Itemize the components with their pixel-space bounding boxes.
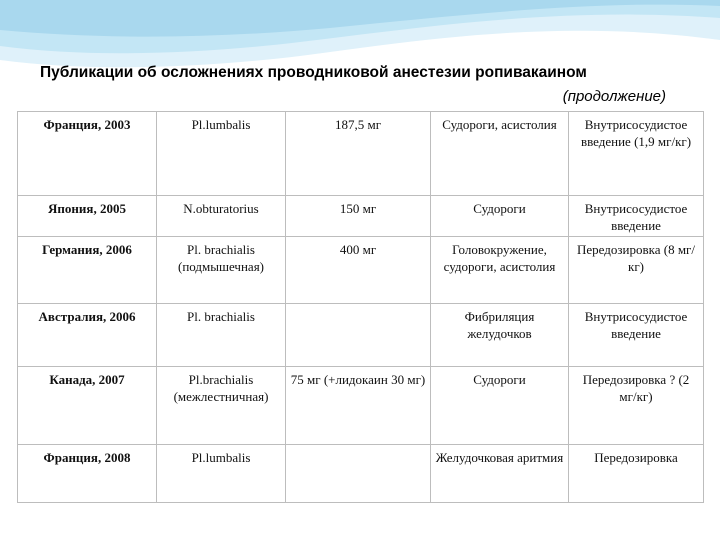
cell-dose: 75 мг (+лидокаин 30 мг) — [286, 367, 431, 445]
cell-symptoms: Судороги, асистолия — [431, 112, 569, 196]
page-title: Публикации об осложнениях проводниковой анестезии ропивакаином — [40, 64, 587, 81]
cell-dose: 400 мг — [286, 237, 431, 304]
complications-table — [17, 111, 704, 503]
cell-country: Япония, 2005 — [18, 196, 157, 237]
cell-country: Германия, 2006 — [18, 237, 157, 304]
cell-symptoms: Судороги — [431, 367, 569, 445]
cell-country: Канада, 2007 — [18, 367, 157, 445]
table-row — [18, 304, 704, 367]
cell-cause: Передозировка ? (2 мг/кг) — [569, 367, 704, 445]
cell-block: Pl.brachialis (межлестничная) — [157, 367, 286, 445]
table-row — [18, 445, 704, 503]
cell-block: N.obturatorius — [157, 196, 286, 237]
cell-cause: Внутрисосудистое введение — [569, 196, 704, 237]
cell-block: Pl.lumbalis — [157, 445, 286, 503]
cell-dose — [286, 445, 431, 503]
table-row — [18, 367, 704, 445]
cell-symptoms: Желудочковая аритмия — [431, 445, 569, 503]
cell-cause: Передозировка (8 мг/кг) — [569, 237, 704, 304]
cell-symptoms: Головокружение, судороги, асистолия — [431, 237, 569, 304]
table-row — [18, 196, 704, 237]
cell-dose — [286, 304, 431, 367]
cell-country: Франция, 2003 — [18, 112, 157, 196]
page-subtitle: (продолжение) — [562, 88, 666, 105]
cell-cause: Передозировка — [569, 445, 704, 503]
cell-cause: Внутрисосудистое введение (1,9 мг/кг) — [569, 112, 704, 196]
cell-block: Pl. brachialis (подмышечная) — [157, 237, 286, 304]
table-row — [18, 237, 704, 304]
table-row — [18, 112, 704, 196]
cell-block: Pl. brachialis — [157, 304, 286, 367]
cell-country: Австралия, 2006 — [18, 304, 157, 367]
cell-country: Франция, 2008 — [18, 445, 157, 503]
cell-cause: Внутрисосудистое введение — [569, 304, 704, 367]
cell-symptoms: Судороги — [431, 196, 569, 237]
cell-block: Pl.lumbalis — [157, 112, 286, 196]
cell-dose: 150 мг — [286, 196, 431, 237]
cell-symptoms: Фибриляция желудочков — [431, 304, 569, 367]
cell-dose: 187,5 мг — [286, 112, 431, 196]
